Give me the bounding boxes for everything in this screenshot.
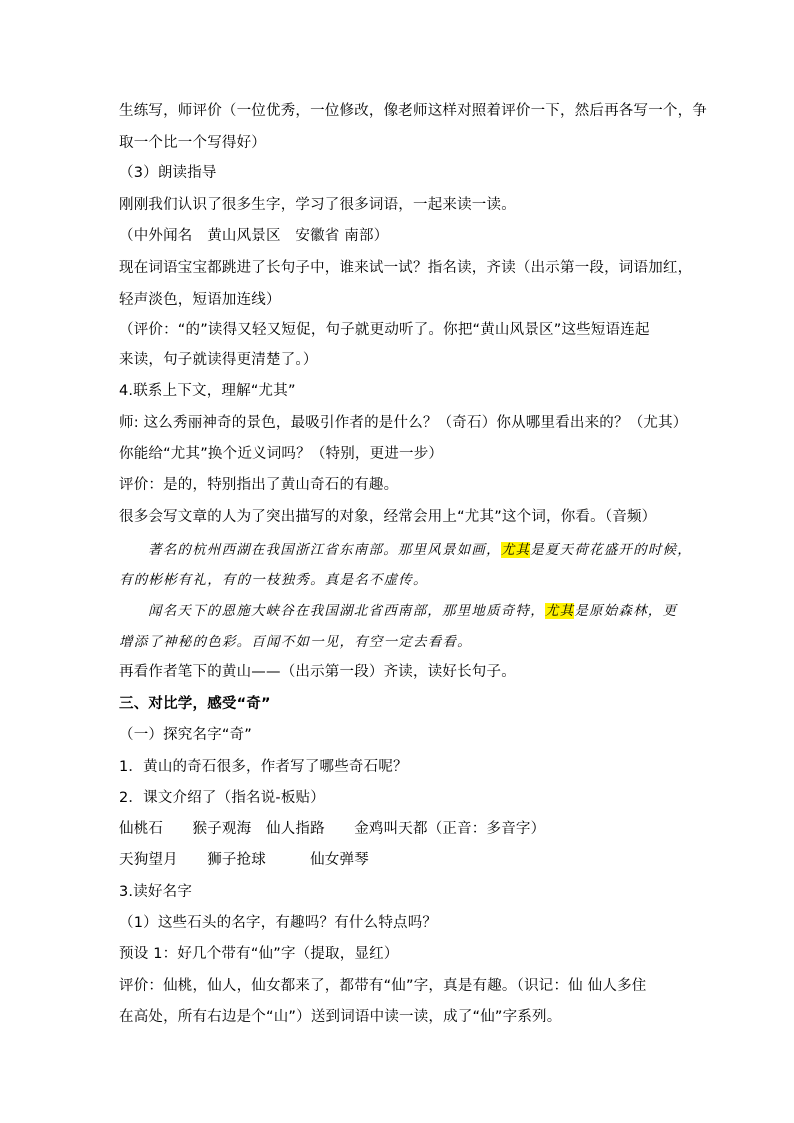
example-text: 著名的杭州西湖在我国浙江省东南部。那里风景如画， (148, 542, 501, 558)
text-line: 天狗望月 狮子抢球 仙女弹琴 (119, 852, 369, 868)
text-line: 生练写，师评价（一位优秀，一位修改，像老师这样对照着评价一下，然后再各写一个，争 (119, 103, 707, 119)
text-line: 刚刚我们认识了很多生字，学习了很多词语，一起来读一读。 (119, 197, 516, 213)
text-line: 再看作者笔下的黄山——（出示第一段）齐读，读好长句子。 (119, 664, 516, 680)
example-text: 闻名天下的恩施大峡谷在我国湖北省西南部，那里地质奇特， (148, 603, 545, 619)
highlighted-word: 尤其 (544, 603, 575, 619)
section-subheading: （3）朗读指导 (119, 165, 217, 181)
text-line: 评价：是的，特别指出了黄山奇石的有趣。 (119, 477, 399, 493)
text-line: 仙桃石 猴子观海 仙人指路 金鸡叫天都（正音：多音字） (119, 821, 546, 837)
section-subheading: 3.读好名字 (119, 884, 193, 900)
example-text: 是原始森林，更 (574, 603, 678, 619)
section-subheading: （一）探究名字“奇” (119, 727, 253, 743)
text-line: （评价：“的”读得又轻又短促，句子就更动听了。你把“黄山风景区”这些短语连起 (119, 322, 650, 338)
text-line: 很多会写文章的人为了突出描写的对象，经常会用上“尤其”这个词，你看。（音频） (119, 509, 657, 525)
text-line: 预设 1：好几个带有“仙”字（提取，显红） (119, 946, 399, 962)
example-passage-line (148, 540, 692, 560)
text-line: 轻声淡色，短语加连线） (119, 292, 281, 308)
example-passage-line: 增添了神秘的色彩。百闻不如一见，有空一定去看看。 (119, 634, 472, 650)
text-line: 在高处，所有右边是个“山”）送到词语中读一读，成了“仙”字系列。 (119, 1009, 562, 1025)
highlighted-word: 尤其 (500, 542, 531, 558)
text-line: 评价：仙桃，仙人，仙女都来了，都带有“仙”字，真是有趣。（识记：仙 仙人多住 (119, 978, 647, 994)
text-line: 1．黄山的奇石很多，作者写了哪些奇石呢？ (119, 759, 408, 775)
text-line: （中外闻名 黄山风景区 安徽省 南部） (119, 228, 389, 244)
text-line: 取一个比一个写得好） (119, 135, 266, 151)
text-line: 你能给“尤其”换个近义词吗？（特别，更进一步） (119, 446, 444, 462)
example-passage-line (148, 601, 677, 621)
text-line: 来读，句子就读得更清楚了。） (119, 352, 318, 368)
section-heading: 三、对比学，感受“奇” (119, 696, 271, 712)
text-line: 师: 这么秀丽神奇的景色，最吸引作者的是什么？（奇石）你从哪里看出来的？（尤其） (119, 415, 688, 431)
example-passage-line: 有的彬彬有礼，有的一枝独秀。真是名不虚传。 (119, 572, 428, 588)
example-text: 是夏天荷花盛开的时候， (530, 542, 692, 558)
section-subheading: 4.联系上下文，理解“尤其” (119, 383, 296, 399)
text-line: （1）这些石头的名字，有趣吗？有什么特点吗？ (119, 915, 438, 931)
text-line: 2．课文介绍了（指名说-板贴） (119, 790, 325, 806)
text-line: 现在词语宝宝都跳进了长句子中，谁来试一试？指名读，齐读（出示第一段，词语加红， (119, 260, 693, 276)
